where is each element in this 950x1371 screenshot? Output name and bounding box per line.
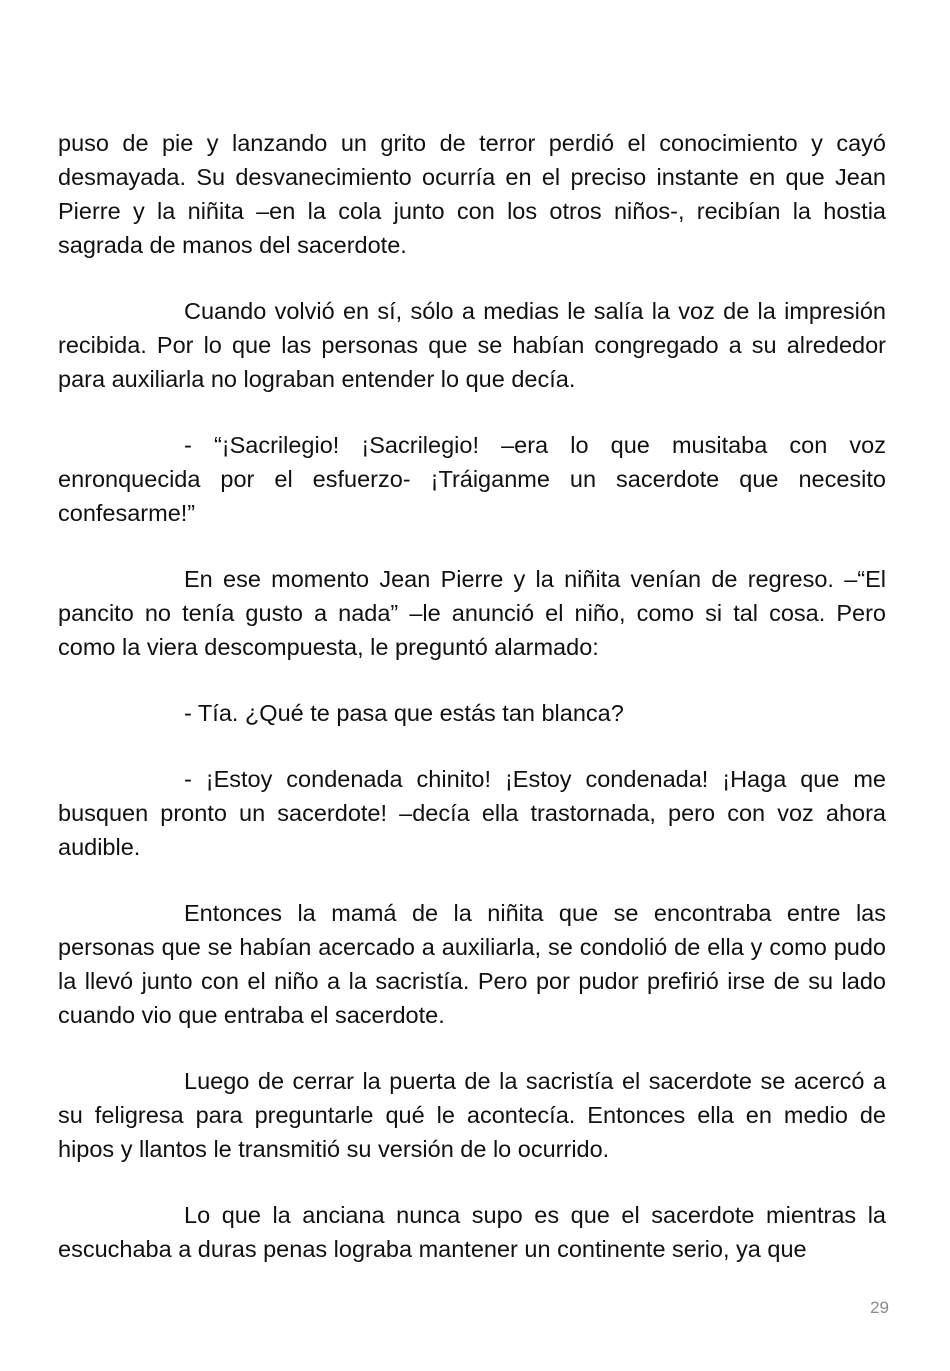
paragraph-2: Cuando volvió en sí, sólo a medias le salía la voz de la impresión recibida. Por lo que las personas que se habían congregado a su alrededor para auxiliarla no lograban entender lo que decía. [58, 298, 886, 392]
paragraph-4: En ese momento Jean Pierre y la niñita venían de regreso. –“El pancito no tenía gusto a nada” –le anunció el niño, como si tal cosa. Pero como la viera descompuesta, le preguntó alarmado: [58, 566, 886, 660]
paragraph-1: puso de pie y lanzando un grito de terror perdió el conocimiento y cayó desmayada. Su desvanecimiento ocurría en el preciso instante en que Jean Pierre y la niñita –en la cola junto con los otros niños-, recibían la hostia sagrada de manos del sacerdote. [58, 130, 886, 258]
paragraph-6: - ¡Estoy condenada chinito! ¡Estoy condenada! ¡Haga que me busquen pronto un sacerdote! –decía ella trastornada, pero con voz ahora audible. [58, 766, 886, 860]
paragraph-8: Luego de cerrar la puerta de la sacristía el sacerdote se acercó a su feligresa para preguntarle qué le acontecía. Entonces ella en medio de hipos y llantos le transmitió su versión de lo ocurrido. [58, 1068, 886, 1162]
page-number: 29 [870, 1298, 889, 1317]
paragraph-9: Lo que la anciana nunca supo es que el sacerdote mientras la escuchaba a duras penas lograba mantener un continente serio, ya que [58, 1202, 886, 1262]
paragraph-5: - Tía. ¿Qué te pasa que estás tan blanca? [184, 700, 624, 726]
document-body [58, 126, 886, 1266]
paragraph-7: Entonces la mamá de la niñita que se encontraba entre las personas que se habían acercado a auxiliarla, se condolió de ella y como pudo la llevó junto con el niño a la sacristía. Pero por pudor prefirió irse de su lado cuando vio que entraba el sacerdote. [58, 900, 886, 1028]
paragraph-3: - “¡Sacrilegio! ¡Sacrilegio! –era lo que musitaba con voz enronquecida por el esfuerzo- ¡Tráiganme un sacerdote que necesito confesarme!” [58, 432, 886, 526]
